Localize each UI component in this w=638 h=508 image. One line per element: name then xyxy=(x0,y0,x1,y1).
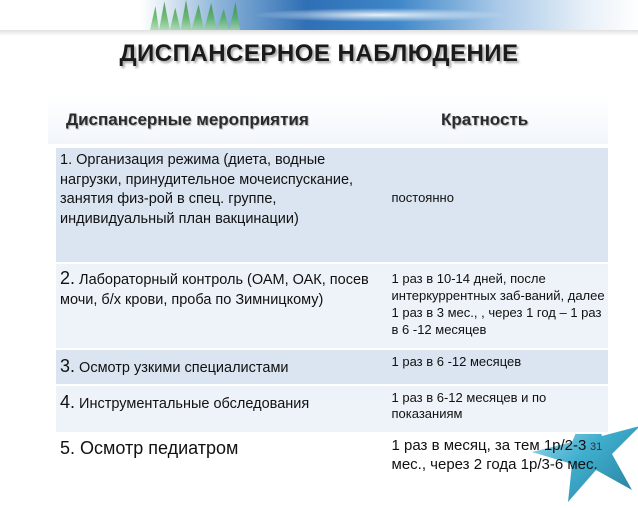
grass-decoration xyxy=(150,0,240,30)
column-header-activities: Диспансерные мероприятия xyxy=(66,110,309,129)
table-row xyxy=(56,263,608,349)
row-frequency: 1 раз в 6-12 месяцев и по показаниям xyxy=(382,385,609,433)
water-splash-decoration xyxy=(250,8,510,22)
row-activity xyxy=(56,433,382,494)
row-activity xyxy=(56,349,382,385)
row-activity-text: 5. Осмотр педиатром xyxy=(60,438,239,458)
row-activity xyxy=(56,385,382,433)
row-activity-text: Лабораторный контроль (ОАМ, ОАК, посев мочи, б/х крови, проба по Зимницкому) xyxy=(60,272,369,308)
top-banner-image xyxy=(0,0,638,30)
row-frequency: 1 раз в 10-14 дней, после интеркуррентных заб-ваний, далее 1 раз в 3 мес., , через 1 год – 1 раз в 6 -12 месяцев xyxy=(382,263,609,349)
column-header-frequency: Кратность xyxy=(441,110,529,129)
row-number: 3. xyxy=(60,356,76,376)
row-frequency: 1 раз в месяц, за тем 1р/2-3 мес., через 2 года 1р/3-6 мес. xyxy=(391,437,598,473)
slide-number: 31 xyxy=(590,441,603,453)
row-activity-text: 1. Организация режима (диета, водные нагрузки, принудительное мочеиспускание, занятия физ-рой в спец. группе, индивидуальный план вакцинации) xyxy=(60,152,354,227)
slide-title: ДИСПАНСЕРНОЕ НАБЛЮДЕНИЕ xyxy=(119,40,519,67)
row-number: 2. xyxy=(60,268,76,288)
row-number: 4. xyxy=(60,392,76,412)
row-activity-text: Инструментальные обследования xyxy=(79,396,310,412)
table-row xyxy=(56,349,608,385)
table-row xyxy=(56,147,608,263)
table-row xyxy=(56,433,608,494)
row-activity xyxy=(56,263,382,349)
table-row xyxy=(56,385,608,433)
row-activity-text: Осмотр узкими специалистами xyxy=(79,360,289,376)
banner-shadow xyxy=(0,30,638,36)
row-activity xyxy=(56,147,382,263)
dispensary-table xyxy=(56,146,608,494)
row-frequency: 1 раз в 6 -12 месяцев xyxy=(382,349,609,385)
row-frequency: постоянно xyxy=(382,147,609,263)
